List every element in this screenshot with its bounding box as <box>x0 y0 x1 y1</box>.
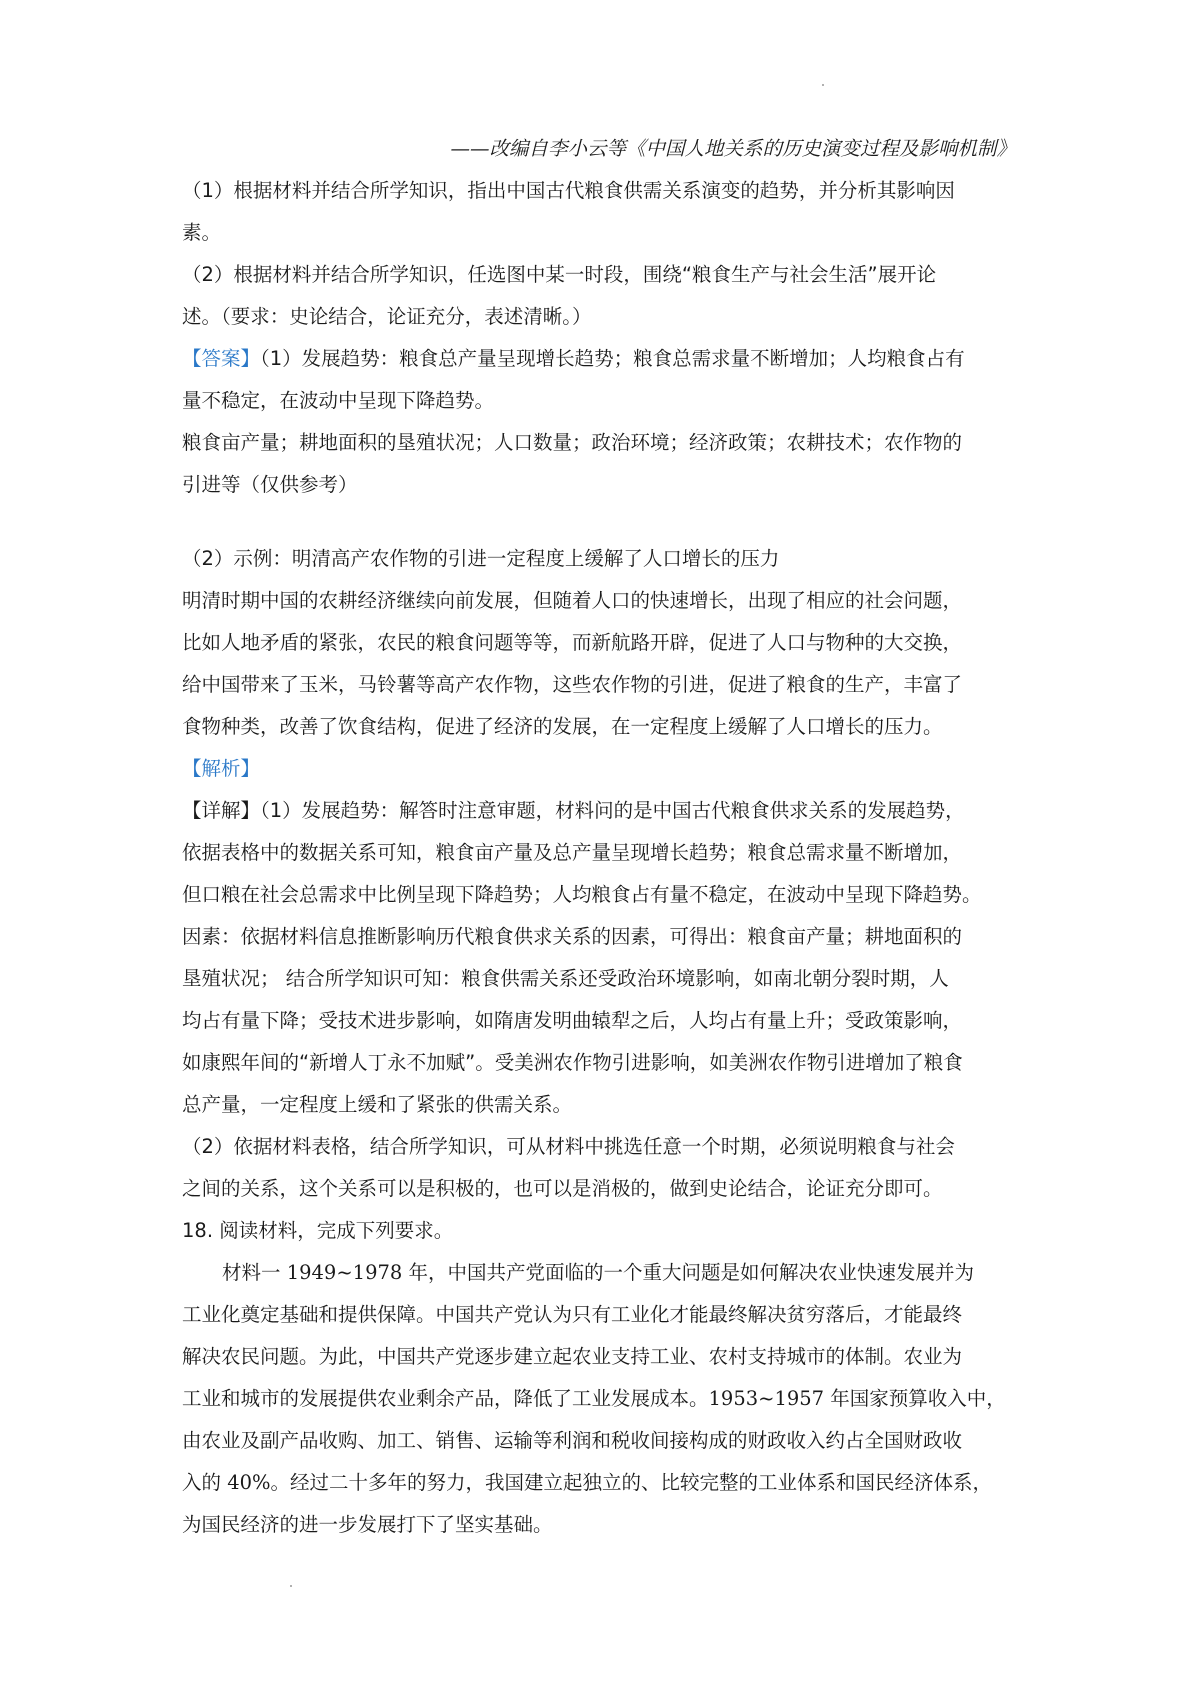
analysis-line-8: 总产量，一定程度上缓和了紧张的供需关系。 <box>182 1093 573 1116</box>
material-line-1: 材料一 1949~1978 年，中国共产党面临的一个重大问题是如何解决农业快速发展并为 <box>222 1261 974 1284</box>
example-line-1: （2）示例：明清高产农作物的引进一定程度上缓解了人口增长的压力 <box>182 547 780 570</box>
source-citation: ——改编自李小云等《中国人地关系的历史演变过程及影响机制》 <box>450 137 1016 160</box>
answer-line-1: 【答案】（1）发展趋势：粮食总产量呈现增长趋势；粮食总需求量不断增加；人均粮食占有 <box>182 347 965 370</box>
material-line-4: 工业和城市的发展提供农业剩余产品，降低了工业发展成本。1953~1957 年国家预算收入中， <box>182 1387 1006 1410</box>
answer-tag: 【答案】 <box>182 347 261 370</box>
analysis-line-1: 【详解】（1）发展趋势：解答时注意审题，材料问的是中国古代粮食供求关系的发展趋势， <box>182 799 965 822</box>
material-line-5: 由农业及副产品收购、加工、销售、运输等利润和税收间接构成的财政收入约占全国财政收 <box>182 1429 963 1452</box>
scan-speck <box>822 84 824 86</box>
analysis-line-7: 如康熙年间的“新增人丁永不加赋”。受美洲农作物引进影响，如美洲农作物引进增加了粮食 <box>182 1051 963 1074</box>
answer-line-4: 引进等（仅供参考） <box>182 473 358 496</box>
analysis-line-10: 之间的关系，这个关系可以是积极的，也可以是消极的，做到史论结合，论证充分即可。 <box>182 1177 943 1200</box>
question-1-line-2: 素。 <box>182 221 222 244</box>
material-line-7: 为国民经济的进一步发展打下了坚实基础。 <box>182 1513 553 1536</box>
material-line-3: 解决农民问题。为此，中国共产党逐步建立起农业支持工业、农村支持城市的体制。农业为 <box>182 1345 963 1368</box>
example-line-2: 明清时期中国的农耕经济继续向前发展，但随着人口的快速增长，出现了相应的社会问题， <box>182 589 963 612</box>
answer-line-2: 量不稳定，在波动中呈现下降趋势。 <box>182 389 495 412</box>
analysis-tag: 【解析】 <box>182 757 261 780</box>
material-line-2: 工业化奠定基础和提供保障。中国共产党认为只有工业化才能最终解决贫穷落后，才能最终 <box>182 1303 963 1326</box>
detail-tag: 【详解】 <box>182 799 261 822</box>
question-2-line-1: （2）根据材料并结合所学知识，任选图中某一时段，围绕“粮食生产与社会生活”展开论 <box>182 263 937 286</box>
material-line-6: 入的 40%。经过二十多年的努力，我国建立起独立的、比较完整的工业体系和国民经济体系， <box>182 1471 993 1494</box>
analysis-line-5: 垦殖状况； 结合所学知识可知：粮食供需关系还受政治环境影响，如南北朝分裂时期，人 <box>182 967 949 990</box>
analysis-line-6: 均占有量下降；受技术进步影响，如隋唐发明曲辕犁之后，人均占有量上升；受政策影响， <box>182 1009 963 1032</box>
page-content <box>182 128 1022 1546</box>
analysis-line-3: 但口粮在社会总需求中比例呈现下降趋势；人均粮食占有量不稳定，在波动中呈现下降趋势。 <box>182 883 982 906</box>
spacer <box>182 506 1022 538</box>
analysis-line-4: 因素：依据材料信息推断影响历代粮食供求关系的因素，可得出：粮食亩产量；耕地面积的 <box>182 925 963 948</box>
example-line-4: 给中国带来了玉米，马铃薯等高产农作物，这些农作物的引进，促进了粮食的生产，丰富了 <box>182 673 963 696</box>
answer-line-3: 粮食亩产量；耕地面积的垦殖状况；人口数量；政治环境；经济政策；农耕技术；农作物的 <box>182 431 963 454</box>
scan-speck <box>290 1585 292 1587</box>
question-2-line-2: 述。（要求：史论结合，论证充分，表述清晰。） <box>182 305 592 328</box>
analysis-line-9: （2）依据材料表格，结合所学知识，可从材料中挑选任意一个时期，必须说明粮食与社会 <box>182 1135 955 1158</box>
example-line-3: 比如人地矛盾的紧张，农民的粮食问题等等，而新航路开辟，促进了人口与物种的大交换， <box>182 631 963 654</box>
question-18-title: 18. 阅读材料，完成下列要求。 <box>182 1219 454 1242</box>
analysis-line-2: 依据表格中的数据关系可知，粮食亩产量及总产量呈现增长趋势；粮食总需求量不断增加， <box>182 841 963 864</box>
example-line-5: 食物种类，改善了饮食结构，促进了经济的发展，在一定程度上缓解了人口增长的压力。 <box>182 715 943 738</box>
question-1-line-1: （1）根据材料并结合所学知识，指出中国古代粮食供需关系演变的趋势，并分析其影响因 <box>182 179 955 202</box>
